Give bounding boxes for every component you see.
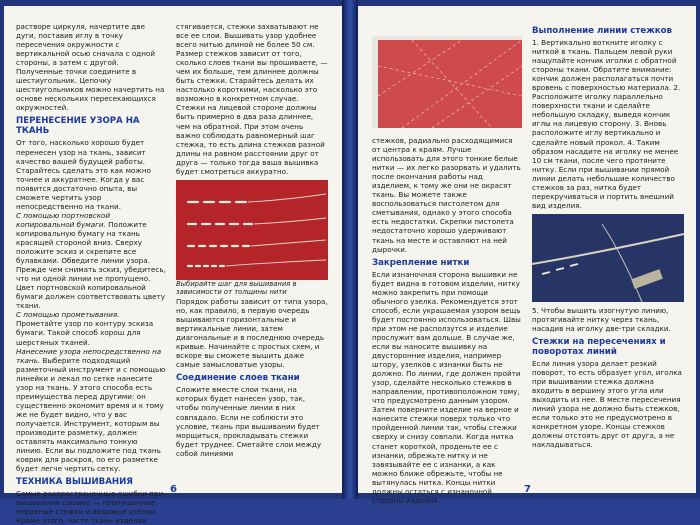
prick-text: Прометайте узор по контуру эскиза бумаги. Такой способ хорош для шерстяных тканей. [16,319,154,347]
heading-intersections: Стежки на пересечениях и поворотах линий [532,337,666,358]
left-column-2 [176,22,328,458]
technique-text: Самые распространенные ошибки при вышивании сашико — пропущенные, неровные стежки и видимые узелки. Кроме этого, часто ткань изделия [16,489,164,525]
copy-paper-text: Положите копировальную бумагу на ткань красящей стороной вниз. Сверху положите эскиз и скрепите все булавками. Обведите линии узора. Прежде чем снимать эскиз, убедитесь, что ни одной линии не пропущено. Цвет портновской копировальной бумаги должен соответствовать цвету ткани. [16,219,166,311]
heading-pattern-transfer: ПЕРЕНЕСЕНИЕ УЗОРА НА ТКАНЬ [16,116,140,137]
intro-text: растворе циркуля, начертите две дуги, поставив иглу в точку пересечения окружности с вертикальной осью сначала с одной стороны, а затем с другой. Полученные точки соедините в шестиугольник. Цепочку шестиугольников можно начертить на основе нескольких пересекающихся окружностей. [16,22,165,113]
work-order-text: Порядок работы зависит от типа узора, но, как правило, в первую очередь вышиваются горизонтальные и вертикальные линии, затем диагональные и в последнюю очередь кривые. Начинайте с простых схем, и вскоре вы сможете вышить даже самые замысловатые узоры. [176,296,328,370]
left-column-1 [16,22,166,525]
prick-label: С помощью прометывания. [16,310,120,320]
join-layers-text: Сложите вместе слои ткани, на которых будет нанесен узор, так, чтобы полученные линии в них совпадало. Если не соблюсти это условие, ткань при вышивании будет морщиться, прокладывать стежки будет труднее. Сметайте слои между собой линиями [176,385,322,458]
stitch-steps-text: 1. Вертикально воткните иголку с ниткой в ткань. Пальцем левой руки нащупайте кончик иголки с обратной стороны ткани. Обратите внимание: кончик должен располагаться почти вровень с поверхностью материала. 2. Расположите иголку параллельно поверхности ткани и сделайте небольшую складку, выведя кончик иглы на лицевую сторону. 3. Вновь расположите иглу вертикально и сделайте новый прокол. 4. Таким образом насадите на иголку не менее 10 см ткани, после чего протяните нитку. Если при вышивании прямой линии делать небольшие количество стежков за раз, нитка будет перекручиваться и портить внешний вид изделия. [532,38,681,210]
prick-paragraph [16,310,166,346]
right-column-1 [372,136,522,505]
stitch-samples-illustration [176,180,328,280]
basted-layers-photo [372,36,522,128]
intersections-text: Если линия узора делает резкий поворот, то есть образует угол, иголка при вышивании стежка должна входить в вершину этого угла или выходить из нее. В месте пересечения линий узора не должно быть стежков, если только это не предусмотрено в конкретном узоре. Концы стежков должны отстоять друг от друга, а не накладываться. [532,359,682,450]
heading-technique: ТЕХНИКА ВЫШИВАНИЯ [16,477,133,488]
right-page [358,6,696,505]
copy-paper-paragraph [16,211,166,311]
curved-stitch-photo [532,214,684,302]
direct-paragraph [16,347,166,474]
book-gutter [342,0,358,499]
heading-join-layers: Соединение слоев ткани [176,373,300,384]
direct-text: Выберите подходящий разметочный инструмент и с помощью линейки и лекал по сетке нанесите узор на ткань. У этого способа есть преимущества перед другими: он существенно экономит время и к тому же не будет видно, что у вас получается. Инструмент, которым вы производите разметку, должен оставлять максимально тонкую линию. Если вы подложите под ткань коврик для раскроя, по его разметке будет легче чертить сетку. [16,355,166,474]
page-number-left: 6 [170,484,177,495]
fix-thread-text: Если изнаночная сторона вышивки не будет видна в готовом изделии, нитку можно закрепить при помощи обычного узелка. Рекомендуется этот способ, если украшаемая узором вещь будет постоянно использоваться. Швы при этом не расползутся и изделие прослужит вам дольше. В случае же, если вы наносите вышивку на двусторонние изделия, например штору, узелков с изнанки быть не должно. По линии, где должен пройти узор, сделайте несколько стежков в направлении, противоположном тому, что предусмотрено данным узором. Затем поверните изделие на верное и нанесите стежки поверх только что пройденной линии так, чтобы стежки сверху и снизу совпали. Когда нитка станет короткой, проденьте ее с изнанки, обрежьте нитку и не завязывайте ее с изнанки, а как можно ближе обрежьте, чтобы не вытянулась нитка. Концы нитки должны остаться с изнаночной стороны изделия. [372,269,521,505]
right-column-2 [532,22,684,450]
curved-stitch-illustration [532,214,684,302]
left-page [4,6,342,525]
stitch-photo-caption: Выбирайте шаг для вышивания в зависимости от толщины нити [176,279,297,297]
basting-text: стежков, радиально расходящимися от центра к краям. Лучше использовать для этого тонкие белые нитки — их легко разорвать и удалить после окончания работы над изделием, к тому же они не окрасят ткань. Вы можете также воспользоваться пистолетом для сметывания, однако у этого способа есть недостатки. Скрепки пистолета недостаточно хорошо удерживают ткань на месте и оставляют на ней дырочки. [372,136,521,254]
copy-paper-label: С помощью портновской копировальной бумаги. [16,210,111,229]
transfer-text: От того, насколько хорошо будет перенесен узор на ткань, зависит качество вашей будущей работы. Старайтесь сделать это как можно точнее и аккуратнее. Когда у вас появится достаточно опыта, вы сможете чертить узор непосредственно на ткани. [16,138,151,211]
stitch-size-text: стягивается, стежки захватывают не все ее слои. Вышивать узор удобнее всего нитью длиной не более 50 см. Размер стежков зависит от того, сколько слоев ткани вы прошиваете, — чем их больше, тем длиннее должны быть стежки. Старайтесь делать их настолько короткими, насколько это возможно в конкретном случае. Стежки на лицевой стороне должны быть примерно в два раза длиннее, чем на обратной. При этом очень важно соблюдать равномерный шаг стежка, то есть длина стежков разной длины на равном расстоянии друг от друга — только тогда ваша вышивка будет смотреться аккуратно. [176,22,328,176]
heading-fix-thread: Закрепление нитки [372,257,470,268]
stitch-samples-photo [176,180,328,280]
curved-line-caption: 5. Чтобы вышить изогнутую линию, протягивайте нитку через ткань, насадив на иголку две-три складки. [532,305,671,333]
page-number-right: 7 [524,484,531,495]
heading-stitch-line: Выполнение линии стежков [532,26,672,36]
basted-layers-illustration [372,36,522,128]
direct-label: Нанесение узора непосредственно на ткань. [16,346,162,365]
